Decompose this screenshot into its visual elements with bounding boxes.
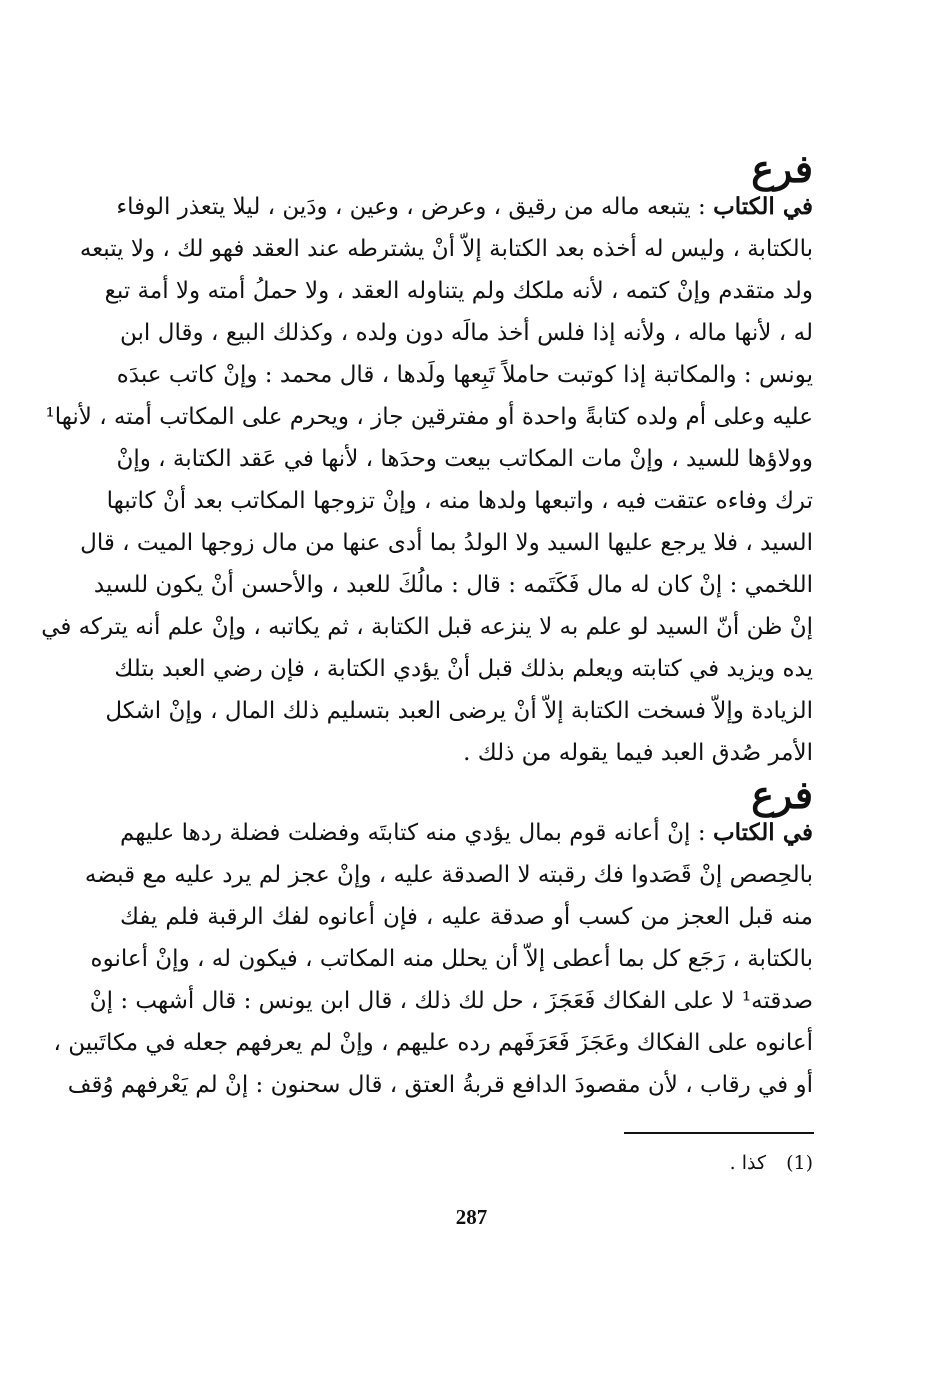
section-body-1 xyxy=(41,186,813,774)
paragraph-line: بالكتابة ، رَجَع كل بما أعطى إلاّ أن يحلل منه المكاتب ، فيكون له ، وإنْ أعانوه xyxy=(90,946,813,972)
paragraph-line: عليه وعلى أم ولده كتابةً واحدة أو مفترقين جاز ، ويحرم على المكاتب أمته ، لأنها¹ xyxy=(45,404,813,430)
paragraph-line: وولاؤها للسيد ، وإنْ مات المكاتب بيعت وحدَها ، لأنها في عَقد الكتابة ، وإنْ xyxy=(116,446,813,472)
footnote xyxy=(730,1150,813,1176)
lead-term: في الكتاب xyxy=(713,193,813,220)
paragraph-line: أعانوه على الفكاك وعَجَزَ فَعَرَفَهم رده عليهم ، وإنْ لم يعرفهم جعله في مكاتَبين ، xyxy=(53,1030,813,1056)
paragraph-line: إنْ ظن أنّ السيد لو علم به لا ينزعه قبل الكتابة ، ثم يكاتبه ، وإنْ علم أنه يتركه في xyxy=(41,614,813,640)
footnote-divider xyxy=(624,1132,814,1134)
paragraph-line: يونس : والمكاتبة إذا كوتبت حاملاً تَبِعها ولَدها ، قال محمد : وإنْ كاتب عبدَه xyxy=(116,362,813,388)
paragraph-line: الزيادة وإلاّ فسخت الكتابة إلاّ أنْ يرضى العبد بتسليم ذلك المال ، وإنْ اشكل xyxy=(105,698,813,724)
paragraph-line: ولد متقدم وإنْ كتمه ، لأنه ملكك ولم يتناوله العقد ، ولا حملُ أمته ولا أمة تبع xyxy=(104,278,813,304)
paragraph-line: يده ويزيد في كتابته ويعلم بذلك قبل أنْ يؤدي الكتابة ، فإن رضي العبد بتلك xyxy=(114,656,813,682)
footnote-marker: (1) xyxy=(786,1152,813,1174)
paragraph-line: صدقته¹ لا على الفكاك فَعَجَزَ ، حل لك ذلك ، قال ابن يونس : قال أشهب : إنْ xyxy=(89,988,813,1014)
section-body-2 xyxy=(53,812,813,1106)
paragraph-line: في الكتاب : إنْ أعانه قوم بمال يؤدي منه كتابتَه وفضلت فضلة ردها عليهم xyxy=(120,819,813,846)
page-number: 287 xyxy=(455,1205,488,1229)
footnote-text: كذا . xyxy=(729,1152,767,1174)
paragraph-line: أو في رقاب ، لأن مقصودَ الدافع قربةُ العتق ، قال سحنون : إنْ لم يَعْرفهم وُقف xyxy=(67,1072,813,1098)
paragraph-line: السيد ، فلا يرجع عليها السيد ولا الولدُ بما أدى عنها من مال زوجها الميت ، قال xyxy=(80,530,813,556)
section-heading-1: فرع xyxy=(751,146,813,191)
paragraph-line: اللخمي : إنْ كان له مال فَكَتَمه : قال : مالُكَ للعبد ، والأحسن أنْ يكون للسيد xyxy=(93,572,813,598)
paragraph-line: منه قبل العجز من كسب أو صدقة عليه ، فإن أعانوه لفك الرقبة فلم يفك xyxy=(120,904,813,930)
paragraph-line: له ، لأنها ماله ، ولأنه إذا فلس أخذ مالَه دون ولده ، وكذلك البيع ، وقال ابن xyxy=(120,320,813,346)
paragraph-line: ترك وفاءه عتقت فيه ، واتبعها ولدها منه ، وإنْ تزوجها المكاتب بعد أنْ كاتبها xyxy=(106,488,813,514)
paragraph-line: بالكتابة ، وليس له أخذه بعد الكتابة إلاّ أنْ يشترطه عند العقد فهو لك ، ولا يتبعه xyxy=(79,236,813,262)
lead-term: في الكتاب xyxy=(713,819,813,846)
paragraph-line: في الكتاب : يتبعه ماله من رقيق ، وعرض ، وعين ، ودَين ، ليلا يتعذر الوفاء xyxy=(116,193,813,220)
section-heading-2: فرع xyxy=(751,772,813,817)
paragraph-line: بالحِصص إنْ قَصَدوا فك رقبته لا الصدقة عليه ، وإنْ عجز لم يرد عليه مع قبضه xyxy=(84,862,813,888)
paragraph-line: الأمر صُدق العبد فيما يقوله من ذلك . xyxy=(463,740,813,766)
